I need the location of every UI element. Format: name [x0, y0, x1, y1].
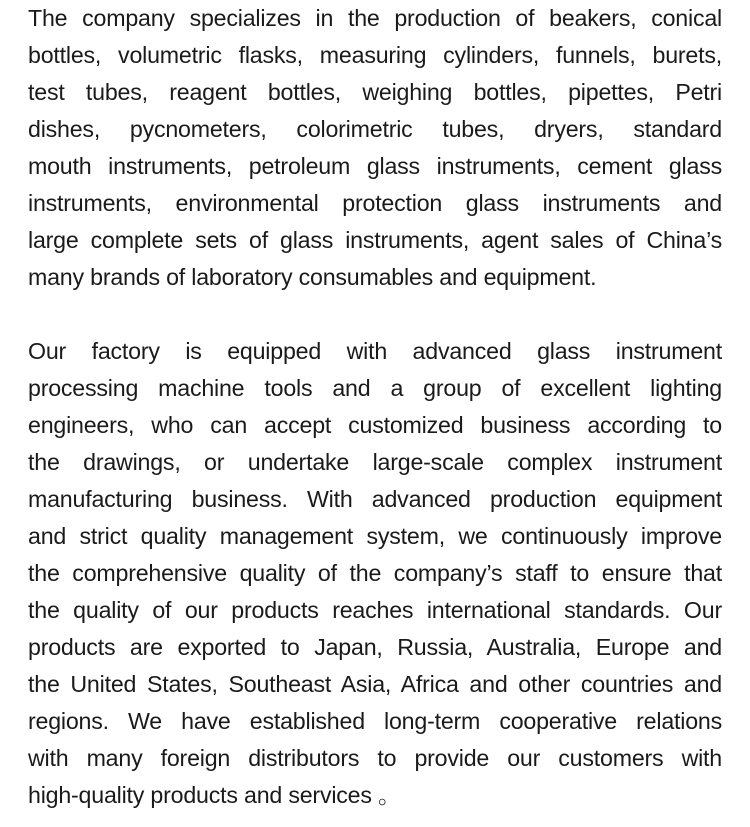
text-line: engineers, who can accept customized business according to	[28, 412, 722, 438]
paragraph-company-products	[28, 0, 722, 296]
text-line: high-quality products and services 。	[28, 782, 402, 808]
paragraph-factory-capabilities	[28, 333, 722, 814]
text-line: products are exported to Japan, Russia, Australia, Europe and	[28, 634, 722, 660]
text-line: Our factory is equipped with advanced glass instrument	[28, 338, 722, 364]
text-line: the United States, Southeast Asia, Africa and other countries and	[28, 671, 722, 697]
text-line: regions. We have established long-term cooperative relations	[28, 708, 722, 734]
text-line: manufacturing business. With advanced production equipment	[28, 486, 722, 512]
text-line: and strict quality management system, we continuously improve	[28, 523, 722, 549]
text-line: mouth instruments, petroleum glass instruments, cement glass	[28, 153, 722, 179]
text-line: bottles, volumetric flasks, measuring cylinders, funnels, burets,	[28, 42, 722, 68]
text-line: the quality of our products reaches international standards. Our	[28, 597, 722, 623]
text-line: large complete sets of glass instruments, agent sales of China’s	[28, 227, 722, 253]
text-line: with many foreign distributors to provide our customers with	[28, 745, 722, 771]
text-line: the drawings, or undertake large-scale complex instrument	[28, 449, 722, 475]
document-body	[28, 0, 722, 814]
text-line: test tubes, reagent bottles, weighing bottles, pipettes, Petri	[28, 79, 722, 105]
text-line: instruments, environmental protection glass instruments and	[28, 190, 722, 216]
text-line: the comprehensive quality of the company’s staff to ensure that	[28, 560, 722, 586]
text-line: dishes, pycnometers, colorimetric tubes, dryers, standard	[28, 116, 722, 142]
text-line: many brands of laboratory consumables and equipment.	[28, 264, 597, 290]
text-line: The company specializes in the production of beakers, conical	[28, 5, 722, 31]
text-line: processing machine tools and a group of excellent lighting	[28, 375, 722, 401]
